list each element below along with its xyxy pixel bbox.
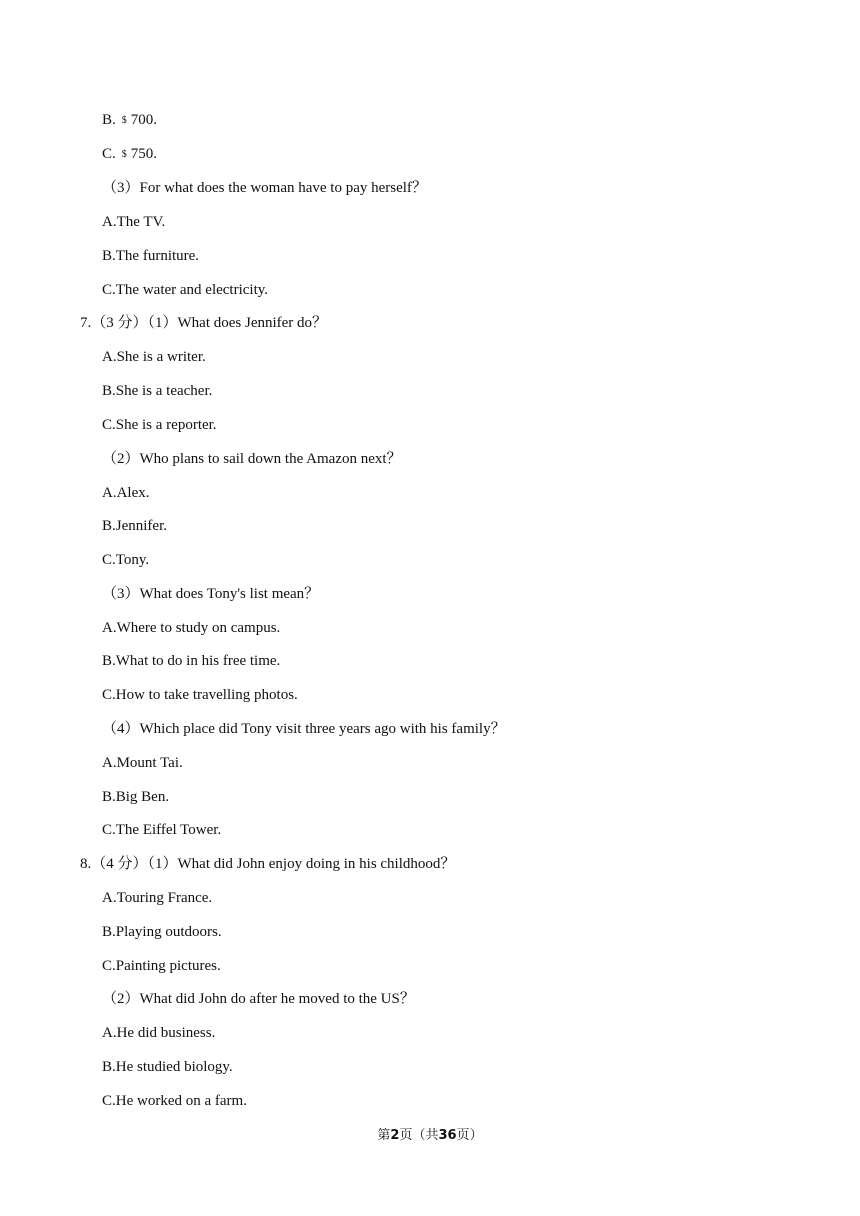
option: C.The water and electricity.: [102, 282, 269, 298]
sub-question: （3）For what does the woman have to pay herself？: [102, 180, 427, 196]
option: C.She is a reporter.: [102, 417, 217, 433]
option-b-dollar: B. $ 700.: [102, 112, 158, 128]
option: C.He worked on a farm.: [102, 1093, 247, 1109]
page-footer: 第2页（共36页）: [377, 1128, 483, 1143]
sub-question: （4）Which place did Tony visit three years ago with his family？: [102, 721, 506, 737]
option: B.What to do in his free time.: [102, 653, 281, 669]
option: A.Alex.: [102, 485, 150, 501]
option: A.Mount Tai.: [102, 755, 183, 771]
option: A.Touring France.: [102, 890, 213, 906]
page-total: 36: [438, 1128, 457, 1143]
question-7: 7.（3 分）（1）What does Jennifer do？: [80, 315, 328, 331]
option: C.The Eiffel Tower.: [102, 822, 222, 838]
option: B.He studied biology.: [102, 1059, 233, 1075]
option: C.Tony.: [102, 552, 150, 568]
option-c-dollar: C. $ 750.: [102, 146, 158, 162]
option: B.The furniture.: [102, 248, 200, 264]
option: B.Jennifer.: [102, 518, 167, 534]
option: A.She is a writer.: [102, 349, 206, 365]
dollar-sign: $: [121, 149, 127, 160]
dollar-sign: $: [121, 115, 127, 126]
option: B.Playing outdoors.: [102, 924, 222, 940]
option: B.She is a teacher.: [102, 383, 213, 399]
option: A.Where to study on campus.: [102, 620, 281, 636]
option: C.Painting pictures.: [102, 958, 221, 974]
sub-question: （3）What does Tony's list mean？: [102, 586, 320, 602]
option: A.He did business.: [102, 1025, 216, 1041]
option: A.The TV.: [102, 214, 166, 230]
question-8: 8.（4 分）（1）What did John enjoy doing in his childhood？: [80, 856, 456, 872]
option: B.Big Ben.: [102, 789, 170, 805]
sub-question: （2）Who plans to sail down the Amazon next？: [102, 451, 402, 467]
option: C.How to take travelling photos.: [102, 687, 298, 703]
page-number: 2: [390, 1128, 400, 1143]
sub-question: （2）What did John do after he moved to the US？: [102, 991, 415, 1007]
